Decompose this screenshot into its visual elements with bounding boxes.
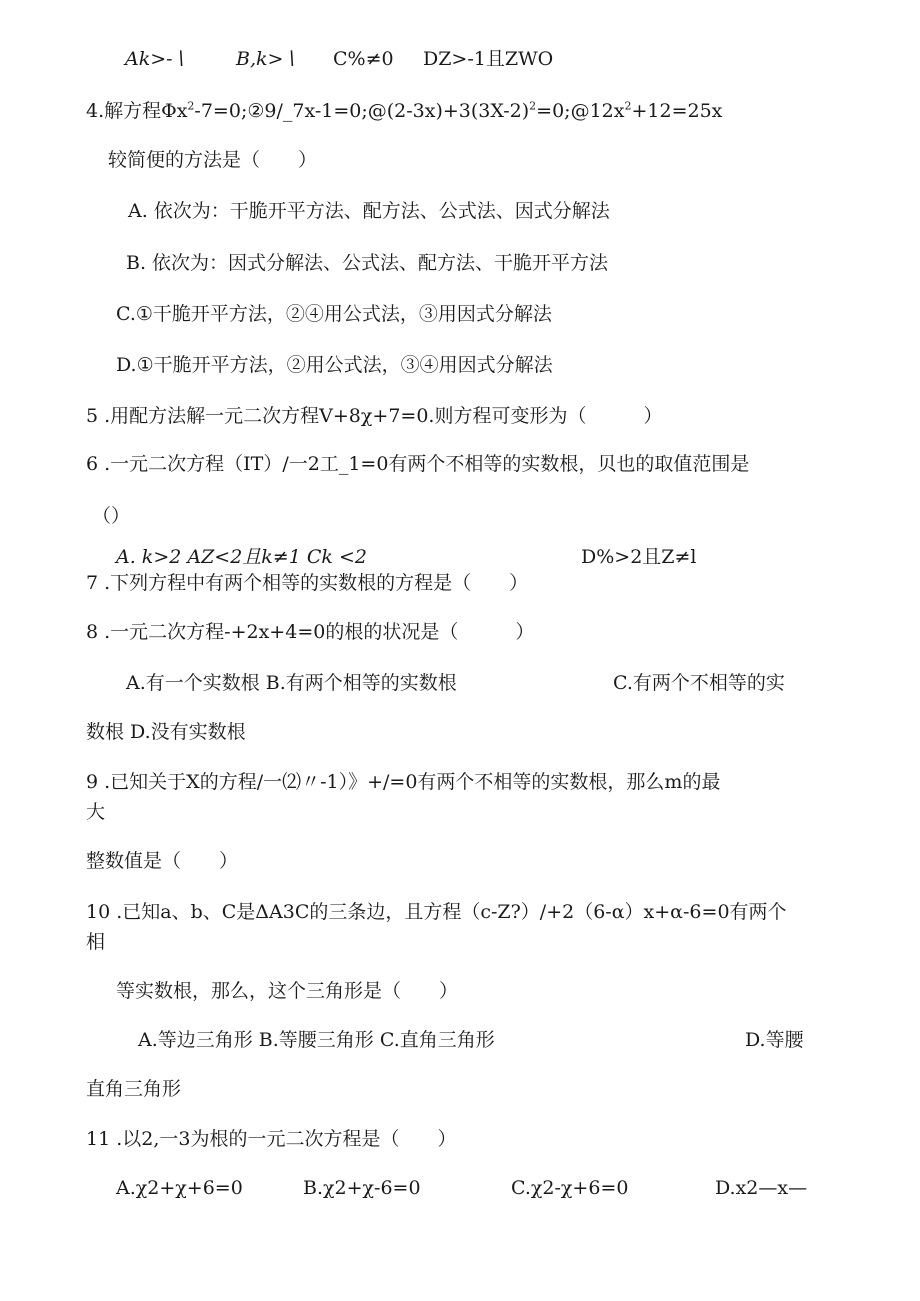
q10-options-abc: A.等边三角形 B.等腰三角形 C.直角三角形 [138, 1029, 495, 1051]
question-6-stem: 6 .一元二次方程（IT）/一2工_1=0有两个不相等的实数根，贝也的取值范围是 [86, 453, 750, 475]
question-3-options [0, 47, 920, 71]
question-4-stem [86, 99, 722, 123]
q4-stem-part-a: 4.解方程Φx [86, 100, 188, 122]
question-10-prompt: 等实数根，那么，这个三角形是（ ） [116, 980, 459, 1002]
q8-option-c: C.有两个不相等的实 [613, 672, 785, 694]
q11-option-a: A.χ2+χ+6=0 [116, 1177, 243, 1199]
q4-superscript-3: 2 [624, 99, 632, 113]
q3-option-c: C%≠0 [333, 48, 394, 70]
q11-option-c: C.χ2-χ+6=0 [511, 1177, 629, 1199]
q4-superscript-2: 2 [529, 99, 537, 113]
q6-option-d: D%>2且Z≠l [581, 546, 697, 568]
question-11-stem: 11 .以2,一3为根的一元二次方程是（ ） [86, 1128, 457, 1150]
question-10-stem: 10 .已知a、b、C是ΔA3C的三条边，且方程（c-Z?）/+2（6-α）x+α-6=0有两个 [86, 901, 787, 923]
q8-continuation: 数根 D.没有实数根 [86, 721, 246, 743]
q10-continuation: 直角三角形 [86, 1078, 182, 1100]
q3-option-d: DZ>-1且ZWO [423, 48, 554, 70]
q3-option-b: B,k>∖ [236, 48, 296, 70]
q4-stem-part-d: +12=25x [631, 100, 723, 122]
question-6-paren: （） [92, 505, 131, 527]
question-7-stem: 7 .下列方程中有两个相等的实数根的方程是（ ） [86, 572, 529, 594]
question-9-stem-wrap: 大 [86, 801, 106, 823]
q11-option-b: B.χ2+χ-6=0 [303, 1177, 421, 1199]
question-9-stem: 9 .已知关于X的方程/一⑵〃-1）》+/=0有两个不相等的实数根，那么m的最 [86, 771, 721, 793]
q4-option-c: C.①干脆开平方法，②④用公式法，③用因式分解法 [116, 303, 552, 325]
q4-option-a: A. 依次为：干脆开平方法、配方法、公式法、因式分解法 [128, 200, 610, 222]
q3-option-a: Ak>-∖ [125, 48, 185, 70]
q6-options-left: A. k>2 AZ<2且k≠1 Ck <2 [116, 546, 367, 568]
question-4-prompt: 较简便的方法是（ ） [108, 149, 318, 171]
question-9-prompt: 整数值是（ ） [86, 850, 239, 872]
q4-stem-part-c: =0;@12x [536, 100, 625, 122]
question-10-stem-wrap: 相 [86, 931, 106, 953]
question-5-stem: 5 .用配方法解一元二次方程V+8χ+7=0.则方程可变形为（ ） [86, 405, 663, 427]
question-8-stem: 8 .一元二次方程-+2x+4=0的根的状况是（ ） [86, 621, 535, 643]
q4-stem-part-b: -7=0;②9/_7x-1=0;@(2-3x)+3(3X-2) [194, 100, 530, 122]
q4-option-d: D.①干脆开平方法，②用公式法，③④用因式分解法 [116, 354, 553, 376]
q4-option-b: B. 依次为：因式分解法、公式法、配方法、干脆开平方法 [126, 252, 609, 274]
q4-superscript-1: 2 [187, 99, 195, 113]
question-11-options [0, 1176, 920, 1200]
q11-option-d: D.x2—x— [715, 1177, 808, 1199]
q8-options-ab: A.有一个实数根 B.有两个相等的实数根 [126, 672, 457, 694]
q10-option-d: D.等腰 [745, 1029, 804, 1051]
